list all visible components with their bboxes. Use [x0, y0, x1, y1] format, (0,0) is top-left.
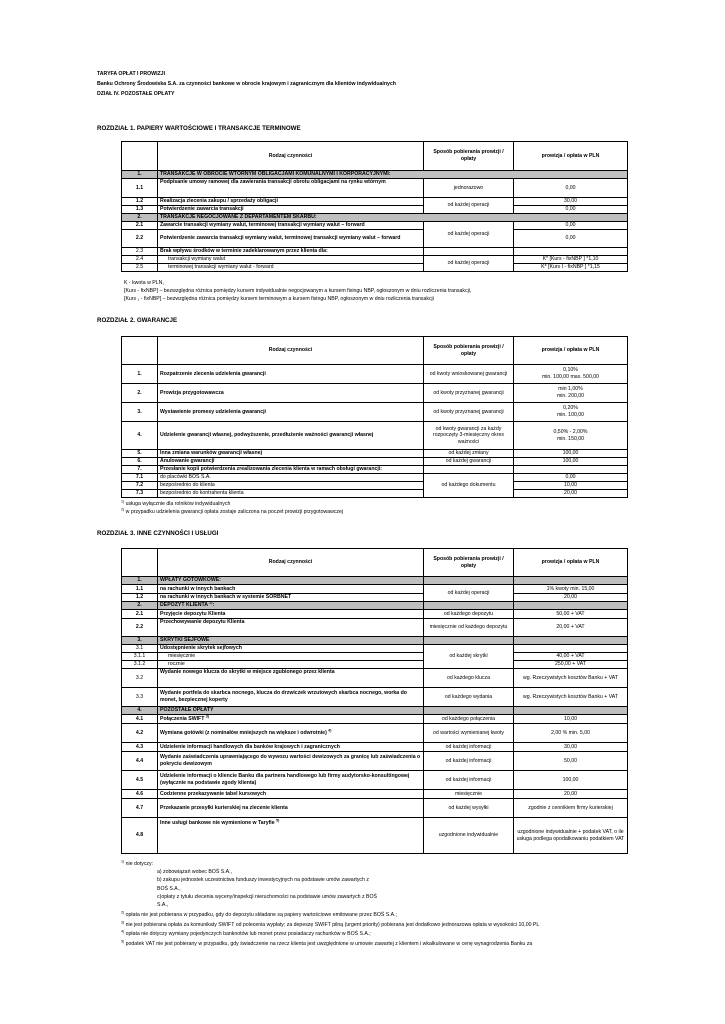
col-header-method: Sposób pobierania prowizji / opłaty — [424, 337, 514, 365]
header-line-2: Banku Ochrony Środowiska S.A. za czynności bankowe w obrocie krajowym i zagranicznym dla klientów indywidualnych — [97, 81, 396, 87]
col-header-fee: prowizja / opłata w PLN — [514, 337, 628, 365]
note-line: $^{2)}$ w przypadku udzielenia gwarancji opłata zostaje zaliczona na poczet prowizji przygotowawczej — [121, 507, 344, 516]
section-3-title: ROZDZIAŁ 3. INNE CZYNNOŚCI I USŁUGI — [97, 530, 219, 537]
table-row: 4.8 Inne usługi bankowe nie wymienione w Taryfie $^{5)}$ uzgodnione indywidualnie uzgodnione indywidualnie + podatek VAT, o ile usługa podlega opodatkowaniu podatkiem VAT — [122, 818, 628, 854]
note-line: $^{1)}$ usługa wyłącznie dla rolników indywidualnych — [121, 499, 231, 507]
table-row: 4.4 Wydanie zaświadczenia uprawniającego do wywozu wartości dewizowych za granicę lub zaświadczenia o pokryciu dewizowym od każdej informacji 50,00 — [122, 752, 628, 771]
header-line-1: TARYFA OPŁAT I PROWIZJI — [97, 71, 166, 77]
note-line: BOŚ S.A., — [157, 885, 181, 892]
table-row: 2. TRANSAKCJE NEGOCJOWANE Z DEPARTAMENTEM SKARBU: — [122, 214, 628, 222]
table-row: 1. WPŁATY GOTÓWKOWE: — [122, 577, 628, 585]
table-row: 3. SKRYTKI SEJFOWE — [122, 637, 628, 645]
table-row: 4. Udzielenie gwarancji własnej, podwyższenie, przedłużenie ważności gwarancji własnej od kwoty gwarancji za każdy rozpoczęty 3-miesięczny okres ważności 0,50% - 2,00% min. 150,00 — [122, 422, 628, 450]
table-row: 1.1 Podpisanie umowy ramowej dla zawierania transakcji obrotu obligacjami na rynku wtórnym jednorazowo 0,00 — [122, 179, 628, 198]
section-2-title: ROZDZIAŁ 2. GWARANCJE — [97, 317, 178, 324]
table-row: 2.4 transakcji wymiany walut od każdej operacji K* [Kurs - fixNBP ] *1,10 — [122, 256, 628, 264]
note-line: b) zakupu jednostek uczestnictwa funduszy inwestycyjnych na podstawie umów zawartych z — [157, 877, 369, 884]
note-line: [Kurs - fixNBP] – bezwzględna różnica pomiędzy kursem indywidualnie negocjowanym a kursem fixingu NBP, ogłoszonym w dniu rozliczenia transakcji, — [124, 288, 472, 295]
table-row: 1.1 na rachunki w innych bankach od każdej operacji 1% kwoty min. 15,00 — [122, 585, 628, 594]
col-header-method: Sposób pobierania prowizji / opłaty — [424, 142, 514, 171]
table-row: 4.5 Udzielenie informacji o kliencie Banku dla partnera handlowego lub firmy audytorsko-konsultingowej (wyłącznie na podstawie zgody klienta) od każdej informacji 100,00 — [122, 771, 628, 790]
table-row: 3.1 Udostępnienie skrytek sejfowych od każdej skrytki — [122, 645, 628, 653]
table-row: 4.7 Przekazanie przesyłki kurierskiej na zlecenie klienta od każdej wysyłki zgodnie z cennikiem firmy kurierskiej — [122, 799, 628, 818]
table-row: 3.2 Wydanie nowego klucza do skrytki w miejsce zgubionego przez klienta od każdego klucza wg. Rzeczywistych kosztów Banku + VAT — [122, 669, 628, 688]
table-row: 4.6 Codzienne przekazywanie tabel kursowych miesięcznie 20,00 — [122, 790, 628, 799]
table-header-row — [122, 549, 628, 577]
table-row: 7. Przesłanie kopii potwierdzenia zrealizowania zlecenia klienta w ramach obsługi gwarancji: — [122, 466, 628, 474]
table-row: 1.2 Realizacja zlecenia zakupu / sprzedaży obligacji od każdej operacji 30,00 — [122, 198, 628, 206]
table-row: 2.2 Przechowywanie depozytu Klienta miesięcznie od każdego depozytu 20,00 + VAT — [122, 619, 628, 637]
table-row: 2. DEPOZYT KLIENTA $^{2)}$: — [122, 602, 628, 610]
section-3-table — [121, 548, 628, 854]
col-header-method: Sposób pobierania prowizji / opłaty — [424, 549, 514, 577]
note-line: $^{3)}$ nie jest pobierana opłata za komunikaty SWIFT od polecenia wypłaty; za depeszę SWIFT pilną (urgent priority) pobierana jest dodatkowo jednorazowa opłata w wysokości 10,00 PL — [121, 920, 540, 929]
note-line: $^{1)}$ nie dotyczy: — [121, 859, 154, 867]
section-1-table — [121, 141, 628, 272]
table-row: 6. Anulowanie gwarancji od każdej gwarancji 100,00 — [122, 458, 628, 466]
table-header-row — [122, 337, 628, 365]
table-row: 4.1 Połączenia SWIFT $^{3)}$ od każdego połączenia 10,00 — [122, 715, 628, 724]
col-header-fee: prowizja / opłata w PLN — [514, 549, 628, 577]
table-row: 5. Inna zmiana warunków gwarancji własnej od każdej zmiany 100,00 — [122, 450, 628, 458]
table-row: 3.3 Wydanie portfela do skarbca nocnego, klucza do drzwiczek wrzutowych skarbca nocnego, worka do monet, bezpiecznej koperty od każdego wydania wg. Rzeczywistych kosztów Banku + VAT — [122, 688, 628, 707]
col-header-name: Rodzaj czynności — [158, 337, 424, 365]
table-row: 1.2 na rachunki w innych bankach w systemie SORBNET 20,00 — [122, 594, 628, 602]
table-row: 2.5 terminowej transakcji wymiany walut - forward K* [Kurs I - fixNBP ] *1,15 — [122, 264, 628, 272]
table-row: 1.3 Potwierdzenie zawarcia transakcji 0,00 — [122, 206, 628, 214]
note-line: S.A., — [157, 902, 169, 909]
note-line: $^{4)}$ opłata nie dotyczy wymiany pojedynczych banknotów lub monet przez posiadaczy rachunków w BOŚ S.A.; — [121, 928, 371, 937]
table-row: 3. Wystawienie promesy udzielenia gwarancji od kwoty przyznanej gwarancji 0,20% min. 100,00 — [122, 403, 628, 422]
col-header-name: Rodzaj czynności — [158, 142, 424, 171]
table-row: 7.3 bezpośrednio do kontrahenta klienta 20,00 — [122, 490, 628, 498]
note-line: $^{5)}$ podatek VAT nie jest pobierany w przypadku, gdy świadczenie na rzecz klienta jest uwzględnione w umowie zawartej z klientem i wkalkulowane w cenę wynagrodzenia Banku za — [121, 939, 533, 947]
table-row: 1. Rozpatrzenie zlecenia udzielenia gwarancji od kwoty wnioskowanej gwarancji 0,10% min. 100,00 max. 500,00 — [122, 365, 628, 384]
note-line: a) zobowiązań wobec BOŚ S.A., — [157, 869, 232, 876]
table-header-row — [122, 142, 628, 171]
table-row: 4.3 Udzielenie informacji handlowych dla banków krajowych i zagranicznych od każdej informacji 30,00 — [122, 743, 628, 752]
table-row: 3.1.2 rocznie 250,00 + VAT — [122, 661, 628, 669]
note-line: c)opłaty z tytułu zlecenia wyceny/inspekcji nieruchomości na podstawie umów zawartych z BOŚ — [157, 893, 377, 900]
header-line-3: DZIAŁ IV. POZOSTAŁE OPŁATY — [97, 91, 175, 97]
document-header — [97, 69, 396, 99]
note-line: K - kwota w PLN, — [124, 280, 164, 286]
table-row: 2.1 Zawarcie transakcji wymiany walut, terminowej transakcji wymiany walut – forward od każdej operacji 0,00 — [122, 222, 628, 230]
section-2-table — [121, 336, 628, 498]
note-line: [Kurs ₁ - fixNBP] – bezwzględna różnica pomiędzy kursem terminowym a kursem fixingu NBP, ogłoszonym w dniu rozliczenia transakcji — [124, 296, 434, 303]
table-row: 2.1 Przyjęcie depozytu Klienta od każdego depozytu 50,00 + VAT — [122, 610, 628, 619]
table-row: 2.2 Potwierdzenie zawarcia transakcji wymiany walut, terminowej transakcji wymiany walut – forward 0,00 — [122, 230, 628, 248]
section-3-notes — [121, 860, 641, 948]
section-2-notes — [121, 500, 343, 516]
table-row: 4.2 Wymiana gotówki (z nominałów mniejszych na większe i odwrotnie) $^{4)}$ od wartości wymienianej kwoty 2,00 % min. 5,00 — [122, 724, 628, 743]
section-1-notes — [124, 279, 471, 304]
table-row: 7.1 do placówki BOŚ S.A. od każdego dokumentu 0,00 — [122, 474, 628, 482]
table-row: 2. Prowizja przygotowawcza od kwoty przyznanej gwarancji min 1,00% min. 200,00 — [122, 384, 628, 403]
table-row: 1. TRANSAKCJE W OBROCIE WTÓRNYM OBLIGACJAMI KOMUNALNYMI I KORPORACYJNYMI: — [122, 171, 628, 179]
col-header-fee: prowizja / opłata w PLN — [514, 142, 628, 171]
table-row: 7.2 bezpośrednio do klienta 10,00 — [122, 482, 628, 490]
table-row: 3.1.1 miesięcznie 40,00 + VAT — [122, 653, 628, 661]
section-1-title: ROZDZIAŁ 1. PAPIERY WARTOŚCIOWE I TRANSAKCJE TERMINOWE — [97, 125, 301, 132]
table-row: 4. POZOSTAŁE OPŁATY — [122, 707, 628, 715]
table-row: 2.3 Brak wpływu środków w terminie zadeklarowanym przez klienta dla: — [122, 248, 628, 256]
col-header-name: Rodzaj czynności — [158, 549, 424, 577]
note-line: $^{2)}$ opłata nie jest pobierana w przypadku, gdy do depozytu składane są papiery wartościowe emitowane przez BOŚ S.A.; — [121, 910, 397, 919]
